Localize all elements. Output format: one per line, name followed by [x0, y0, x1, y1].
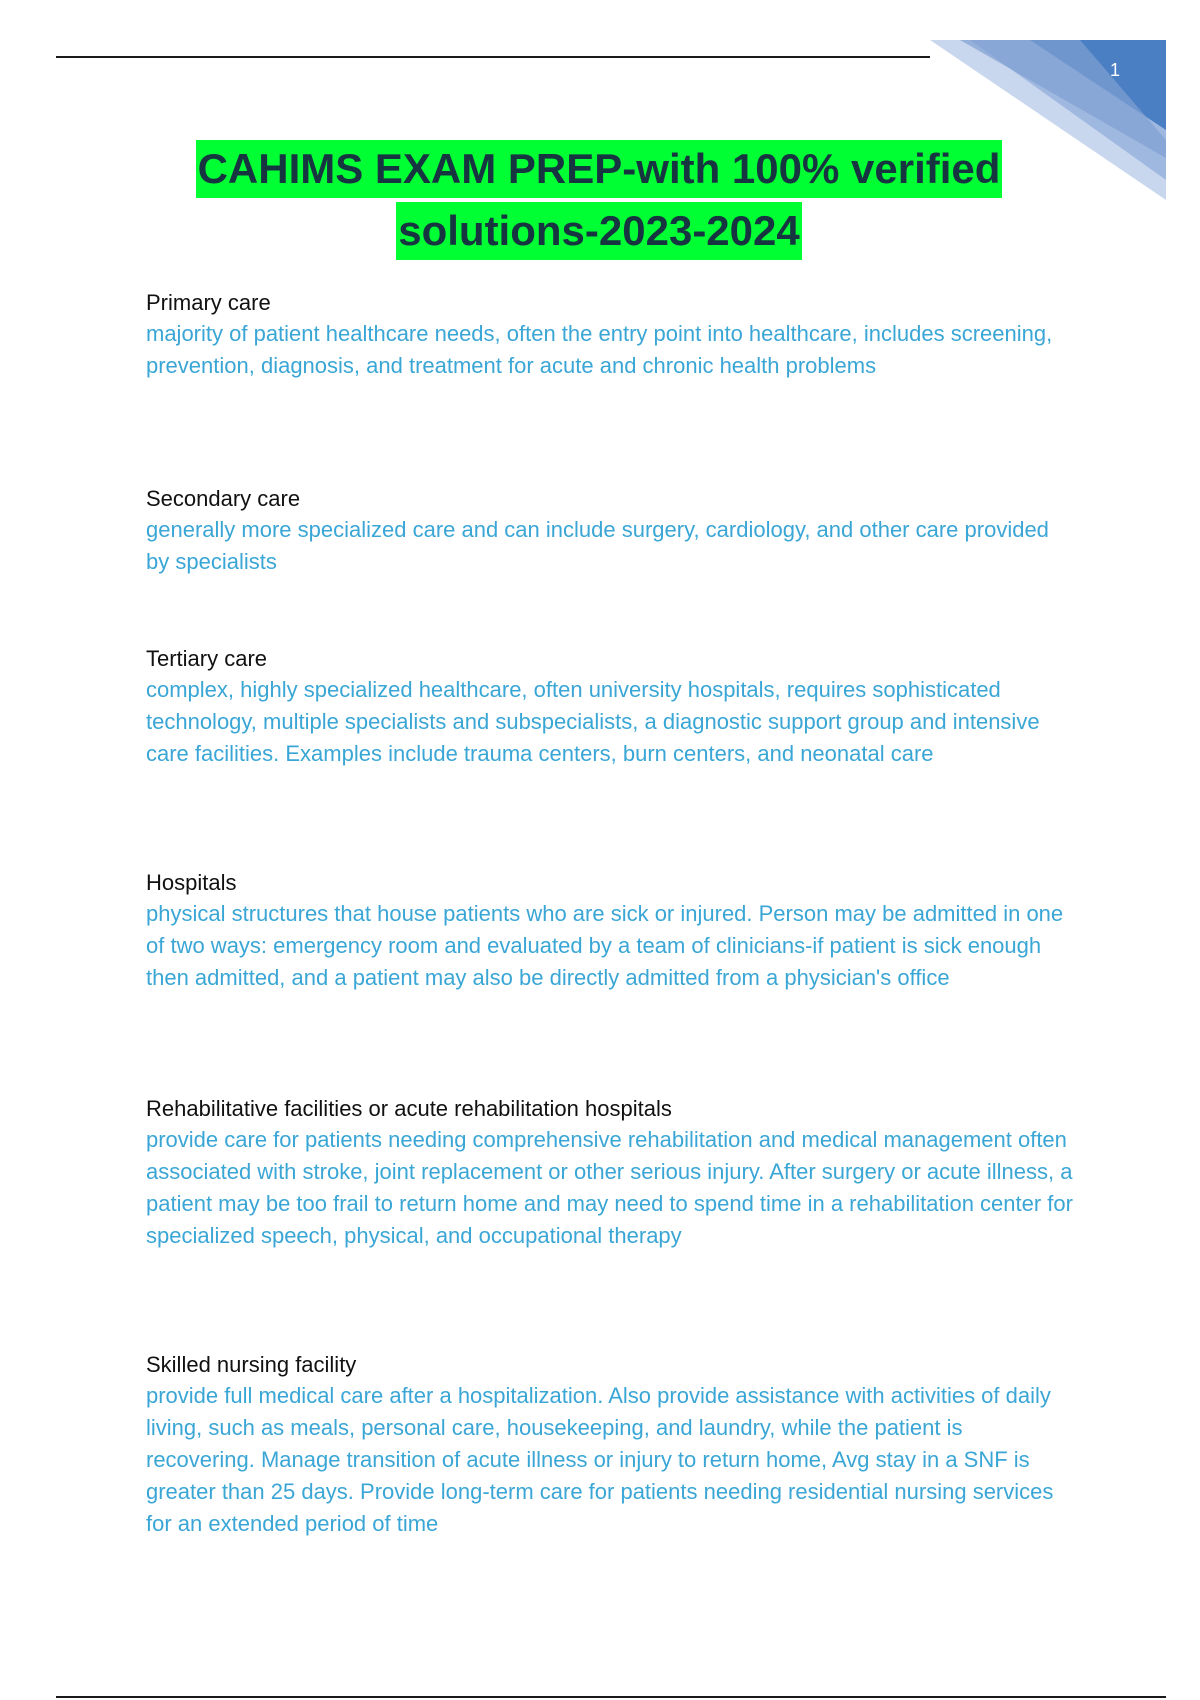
entry-term: Rehabilitative facilities or acute rehabilitation hospitals [146, 1096, 672, 1121]
entry-term: Hospitals [146, 870, 237, 895]
document-title [56, 140, 1142, 264]
entry-definition: complex, highly specialized healthcare, often university hospitals, requires sophisticated technology, multiple specialists and subspecialists, a diagnostic support group and intensive care facilities. Examples include trauma centers, burn centers, and neonatal care [146, 677, 1040, 766]
header-rule [56, 56, 930, 58]
entry-definition: provide care for patients needing comprehensive rehabilitation and medical management often associated with stroke, joint replacement or other serious injury. After surgery or acute illness, a patient may be too frail to return home and may need to spend time in a rehabilitation center for specialized speech, physical, and occupational therapy [146, 1127, 1073, 1248]
glossary-entry [146, 868, 1076, 994]
entry-definition: physical structures that house patients who are sick or injured. Person may be admitted in one of two ways: emergency room and evaluated by a team of clinicians-if patient is sick enough then admitted, and a patient may also be directly admitted from a physician's office [146, 901, 1064, 990]
entry-definition: generally more specialized care and can include surgery, cardiology, and other care provided by specialists [146, 517, 1049, 574]
entry-term: Secondary care [146, 486, 301, 511]
entry-definition: provide full medical care after a hospitalization. Also provide assistance with activities of daily living, such as meals, personal care, housekeeping, and laundry, while the patient is recovering. Manage transition of acute illness or injury to return home, Avg stay in a SNF is greater than 25 days. Provide long-term care for patients needing residential nursing services for an extended period of time [146, 1383, 1054, 1536]
entry-term: Tertiary care [146, 646, 268, 671]
entry-term: Skilled nursing facility [146, 1352, 357, 1377]
entry-term: Primary care [146, 290, 271, 315]
glossary-entry [146, 484, 1076, 578]
title-line-1: CAHIMS EXAM PREP-with 100% verified [196, 140, 1003, 198]
glossary-entry [146, 1350, 1076, 1540]
glossary-entry [146, 288, 1076, 382]
glossary-entry [146, 644, 1076, 770]
title-line-2: solutions-2023-2024 [396, 202, 802, 260]
footer-rule [56, 1696, 1166, 1698]
entry-definition: majority of patient healthcare needs, often the entry point into healthcare, includes screening, prevention, diagnosis, and treatment for acute and chronic health problems [146, 321, 1053, 378]
page-number: 1 [1109, 60, 1120, 80]
glossary-entry [146, 1094, 1076, 1252]
